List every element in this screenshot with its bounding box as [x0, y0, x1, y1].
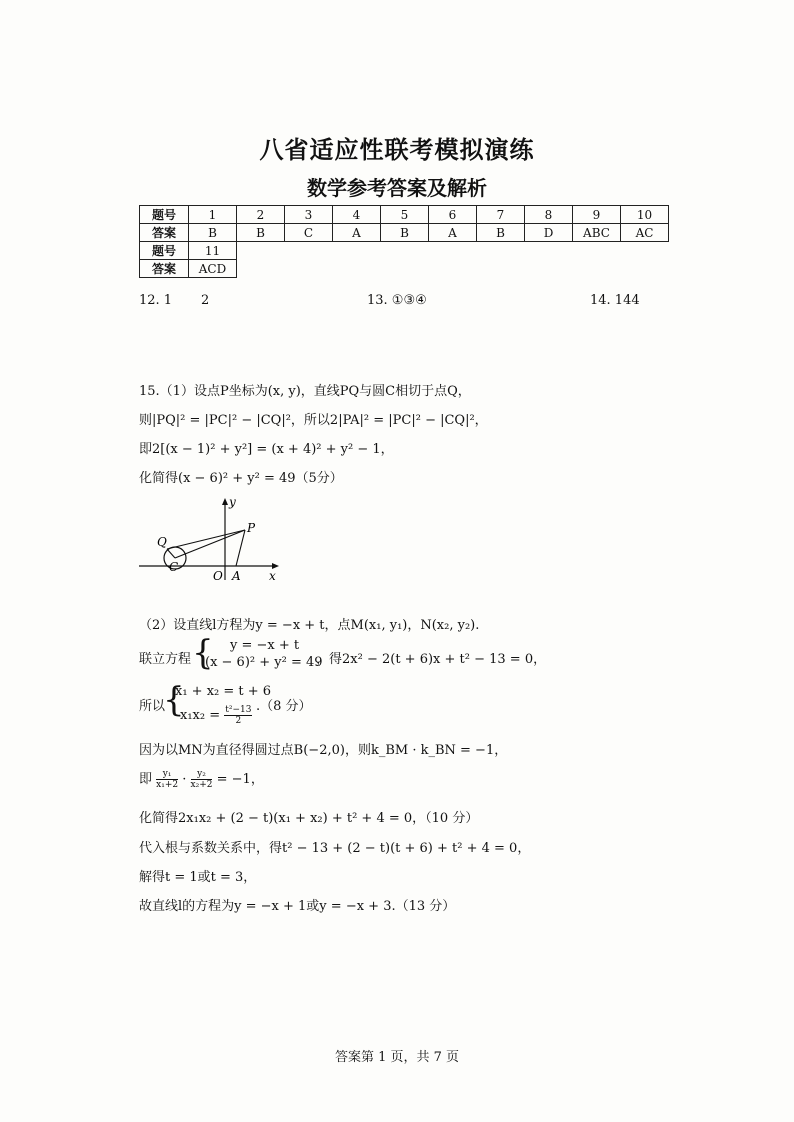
label-x: x — [269, 569, 276, 583]
system-equation-1: y = −x + t — [230, 638, 300, 653]
solution-line: 化简得2x₁x₂ + (2 − t)(x₁ + x₂) + t² + 4 = 0，（10 分） — [139, 811, 479, 826]
answer-cell: B — [189, 224, 237, 242]
solution-line: 所以 — [139, 699, 166, 714]
question-number: 3 — [285, 206, 333, 224]
label-q: Q — [157, 535, 167, 549]
score-note: .（8 分） — [256, 699, 312, 714]
answer-cell: B — [237, 224, 285, 242]
page-footer: 答案第 1 页，共 7 页 — [334, 1050, 460, 1065]
line-ap — [236, 530, 245, 566]
answer-cell: AC — [621, 224, 669, 242]
answer-q12-second: 2 — [201, 293, 210, 308]
row-label-answer: 答案 — [140, 224, 189, 242]
question-number: 2 — [237, 206, 285, 224]
answer-cell: D — [525, 224, 573, 242]
row-label-answer: 答案 — [140, 260, 189, 278]
document-title: 八省适应性联考模拟演练 — [259, 136, 535, 164]
line-prefix: 即 — [139, 772, 153, 787]
question-number: 11 — [189, 242, 237, 260]
vieta-product-left: x₁x₂ = — [180, 708, 221, 723]
table-row — [140, 242, 669, 260]
fraction-denominator: 2 — [235, 716, 242, 726]
table-blank — [237, 242, 669, 260]
line-cq — [167, 549, 175, 558]
row-label-question: 题号 — [140, 242, 189, 260]
answer-cell: A — [429, 224, 477, 242]
system-result: ，得2x² − 2(t + 6)x + t² − 13 = 0， — [316, 652, 547, 667]
answer-cell: B — [477, 224, 525, 242]
label-a: A — [232, 569, 241, 583]
answer-cell: ACD — [189, 260, 237, 278]
question-number: 1 — [189, 206, 237, 224]
brace-icon: { — [192, 633, 214, 673]
question-number: 5 — [381, 206, 429, 224]
answer-cell: B — [381, 224, 429, 242]
geometry-figure — [135, 492, 285, 586]
solution-line: 联立方程 — [139, 652, 192, 667]
brace-icon: { — [163, 680, 185, 720]
dot-operator: · — [182, 772, 187, 787]
answer-table — [139, 205, 669, 278]
solution-line: （2）设直线l方程为y = −x + t，点M(x₁, y₁)，N(x₂, y₂). — [139, 618, 480, 633]
question-number: 7 — [477, 206, 525, 224]
table-row — [140, 224, 669, 242]
system-equation-2: (x − 6)² + y² = 49 — [205, 655, 323, 670]
answer-cell: A — [333, 224, 381, 242]
question-number: 4 — [333, 206, 381, 224]
label-y: y — [229, 495, 236, 509]
fraction-denominator: x₂+2 — [190, 780, 213, 790]
solution-line: 化简得(x − 6)² + y² = 49（5分） — [139, 471, 343, 486]
fraction — [156, 769, 178, 790]
table-row — [140, 260, 669, 278]
fraction-numerator: y₂ — [191, 769, 213, 780]
solution-line: 因为以MN为直径得圆过点B(−2,0)，则k_BM · k_BN = −1， — [139, 743, 508, 758]
y-axis-arrow-icon — [222, 498, 228, 505]
solution-line — [139, 768, 264, 790]
question-number: 9 — [573, 206, 621, 224]
question-number: 8 — [525, 206, 573, 224]
line-suffix: = −1， — [216, 772, 264, 787]
label-c: C — [169, 560, 179, 574]
table-blank — [237, 260, 669, 278]
fraction-denominator: x₁+2 — [156, 780, 179, 790]
solution-line: 解得t = 1或t = 3， — [139, 870, 257, 885]
solution-line: 故直线l的方程为y = −x + 1或y = −x + 3.（13 分） — [139, 899, 456, 914]
answer-cell: C — [285, 224, 333, 242]
question-number: 10 — [621, 206, 669, 224]
fraction — [191, 769, 213, 790]
label-o: O — [213, 569, 223, 583]
solution-line: 代入根与系数关系中，得t² − 13 + (2 − t)(t + 6) + t² + 4 = 0， — [139, 841, 531, 856]
answer-q13: 13. ①③④ — [367, 293, 427, 308]
vieta-sum: x₁ + x₂ = t + 6 — [175, 684, 272, 699]
fraction-numerator: y₁ — [156, 769, 178, 780]
row-label-question: 题号 — [140, 206, 189, 224]
answer-q12-first: 12. 1 — [139, 293, 173, 308]
solution-line: 则|PQ|² = |PC|² − |CQ|²，所以2|PA|² = |PC|² − |CQ|²， — [139, 413, 488, 428]
solution-line: 即2[(x − 1)² + y²] = (x + 4)² + y² − 1， — [139, 442, 394, 457]
fraction-numerator: t²−13 — [225, 705, 252, 715]
question-number: 6 — [429, 206, 477, 224]
label-p: P — [247, 521, 256, 535]
fraction — [224, 705, 252, 726]
document-subtitle: 数学参考答案及解析 — [307, 176, 487, 200]
table-row — [140, 206, 669, 224]
answer-q14: 14. 144 — [590, 293, 640, 308]
solution-line: 15.（1）设点P坐标为(x, y)，直线PQ与圆C相切于点Q， — [139, 384, 471, 399]
answer-cell: ABC — [573, 224, 621, 242]
vieta-product — [180, 705, 252, 726]
